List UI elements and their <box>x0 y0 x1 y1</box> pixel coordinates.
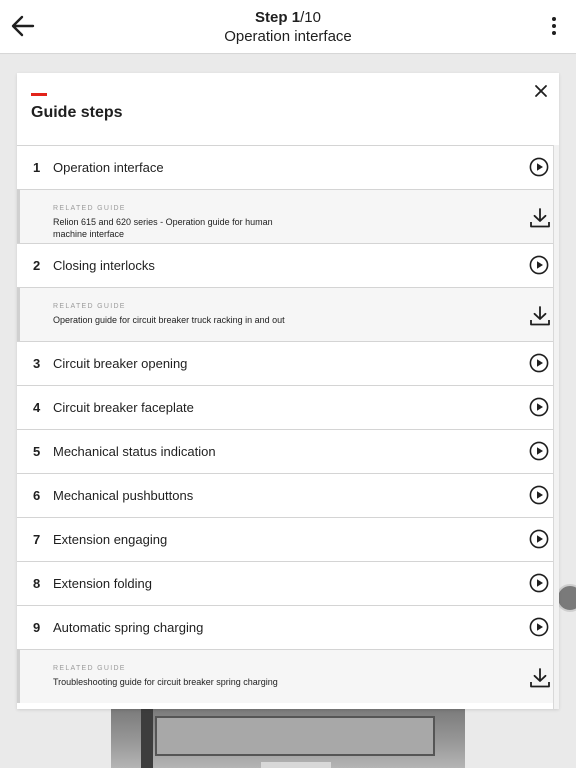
play-step-button[interactable] <box>529 353 549 373</box>
download-icon <box>529 207 551 229</box>
guide-steps-panel <box>17 73 559 709</box>
step-row-1[interactable] <box>17 145 553 189</box>
play-step-button[interactable] <box>529 255 549 275</box>
next-page-handle[interactable] <box>556 584 576 612</box>
play-step-button[interactable] <box>529 573 549 593</box>
step-number: 4 <box>33 400 41 415</box>
step-row-5[interactable] <box>17 429 553 473</box>
steps-list <box>17 145 553 703</box>
step-label: Closing interlocks <box>53 258 155 273</box>
more-vertical-icon <box>552 17 556 21</box>
play-step-button[interactable] <box>529 485 549 505</box>
step-current: 1 <box>291 9 301 26</box>
panel-title: Guide steps <box>31 104 123 121</box>
step-row-9[interactable] <box>17 605 553 649</box>
related-guide-kicker: RELATED GUIDE <box>53 303 126 310</box>
play-circle-icon <box>529 353 549 373</box>
step-number: 5 <box>33 444 41 459</box>
step-number: 3 <box>33 356 41 371</box>
step-number: 6 <box>33 488 41 503</box>
more-vertical-icon-dot <box>552 31 556 35</box>
related-guide-kicker: RELATED GUIDE <box>53 205 126 212</box>
step-number: 2 <box>33 258 41 273</box>
app-header <box>0 0 576 54</box>
step-label: Circuit breaker opening <box>53 356 188 371</box>
play-step-button[interactable] <box>529 157 549 177</box>
close-icon <box>531 81 551 101</box>
list-scrollbar[interactable] <box>553 145 559 709</box>
play-circle-icon <box>529 157 549 177</box>
play-step-button[interactable] <box>529 397 549 417</box>
step-label: Mechanical status indication <box>53 444 216 459</box>
step-total: /10 <box>300 9 321 26</box>
step-number: 8 <box>33 576 41 591</box>
download-icon <box>529 667 551 689</box>
step-label: Extension folding <box>53 576 153 591</box>
background-photo <box>111 708 465 768</box>
step-label: Automatic spring charging <box>53 620 204 635</box>
step-label: Mechanical pushbuttons <box>53 488 194 503</box>
play-step-button[interactable] <box>529 617 549 637</box>
play-step-button[interactable] <box>529 529 549 549</box>
step-row-8[interactable] <box>17 561 553 605</box>
related-guide-row[interactable] <box>17 189 553 243</box>
step-row-6[interactable] <box>17 473 553 517</box>
step-label: Operation interface <box>53 160 164 175</box>
more-vertical-icon-dot <box>552 24 556 28</box>
step-label: Extension engaging <box>53 532 168 547</box>
download-icon <box>529 305 551 327</box>
step-number: 9 <box>33 620 41 635</box>
related-guide-row[interactable] <box>17 649 553 703</box>
download-guide-button[interactable] <box>529 207 551 229</box>
related-guide-row[interactable] <box>17 287 553 341</box>
play-circle-icon <box>529 255 549 275</box>
step-number: 7 <box>33 532 41 547</box>
accent-dash <box>31 93 47 96</box>
related-guide-title: Relion 615 and 620 series - Operation guide for human machine interface <box>53 217 273 239</box>
related-guide-title: Operation guide for circuit breaker truck racking in and out <box>53 315 285 325</box>
photo-layer <box>155 716 435 756</box>
step-number: 1 <box>33 160 41 175</box>
close-button[interactable] <box>531 81 551 101</box>
photo-layer <box>141 708 153 768</box>
header-subtitle: Operation interface <box>224 28 352 45</box>
play-circle-icon <box>529 529 549 549</box>
download-guide-button[interactable] <box>529 667 551 689</box>
play-circle-icon <box>529 397 549 417</box>
step-prefix: Step <box>255 9 292 26</box>
related-guide-title: Troubleshooting guide for circuit breaker spring charging <box>53 677 278 687</box>
step-row-2[interactable] <box>17 243 553 287</box>
photo-layer <box>261 762 331 768</box>
play-step-button[interactable] <box>529 441 549 461</box>
step-row-7[interactable] <box>17 517 553 561</box>
step-label: Circuit breaker faceplate <box>53 400 194 415</box>
play-circle-icon <box>529 485 549 505</box>
step-row-3[interactable] <box>17 341 553 385</box>
download-guide-button[interactable] <box>529 305 551 327</box>
play-circle-icon <box>529 617 549 637</box>
play-circle-icon <box>529 441 549 461</box>
step-counter <box>0 8 576 27</box>
play-circle-icon <box>529 573 549 593</box>
more-menu-button[interactable] <box>544 12 564 40</box>
header-title-block <box>0 8 576 47</box>
step-row-4[interactable] <box>17 385 553 429</box>
related-guide-kicker: RELATED GUIDE <box>53 665 126 672</box>
